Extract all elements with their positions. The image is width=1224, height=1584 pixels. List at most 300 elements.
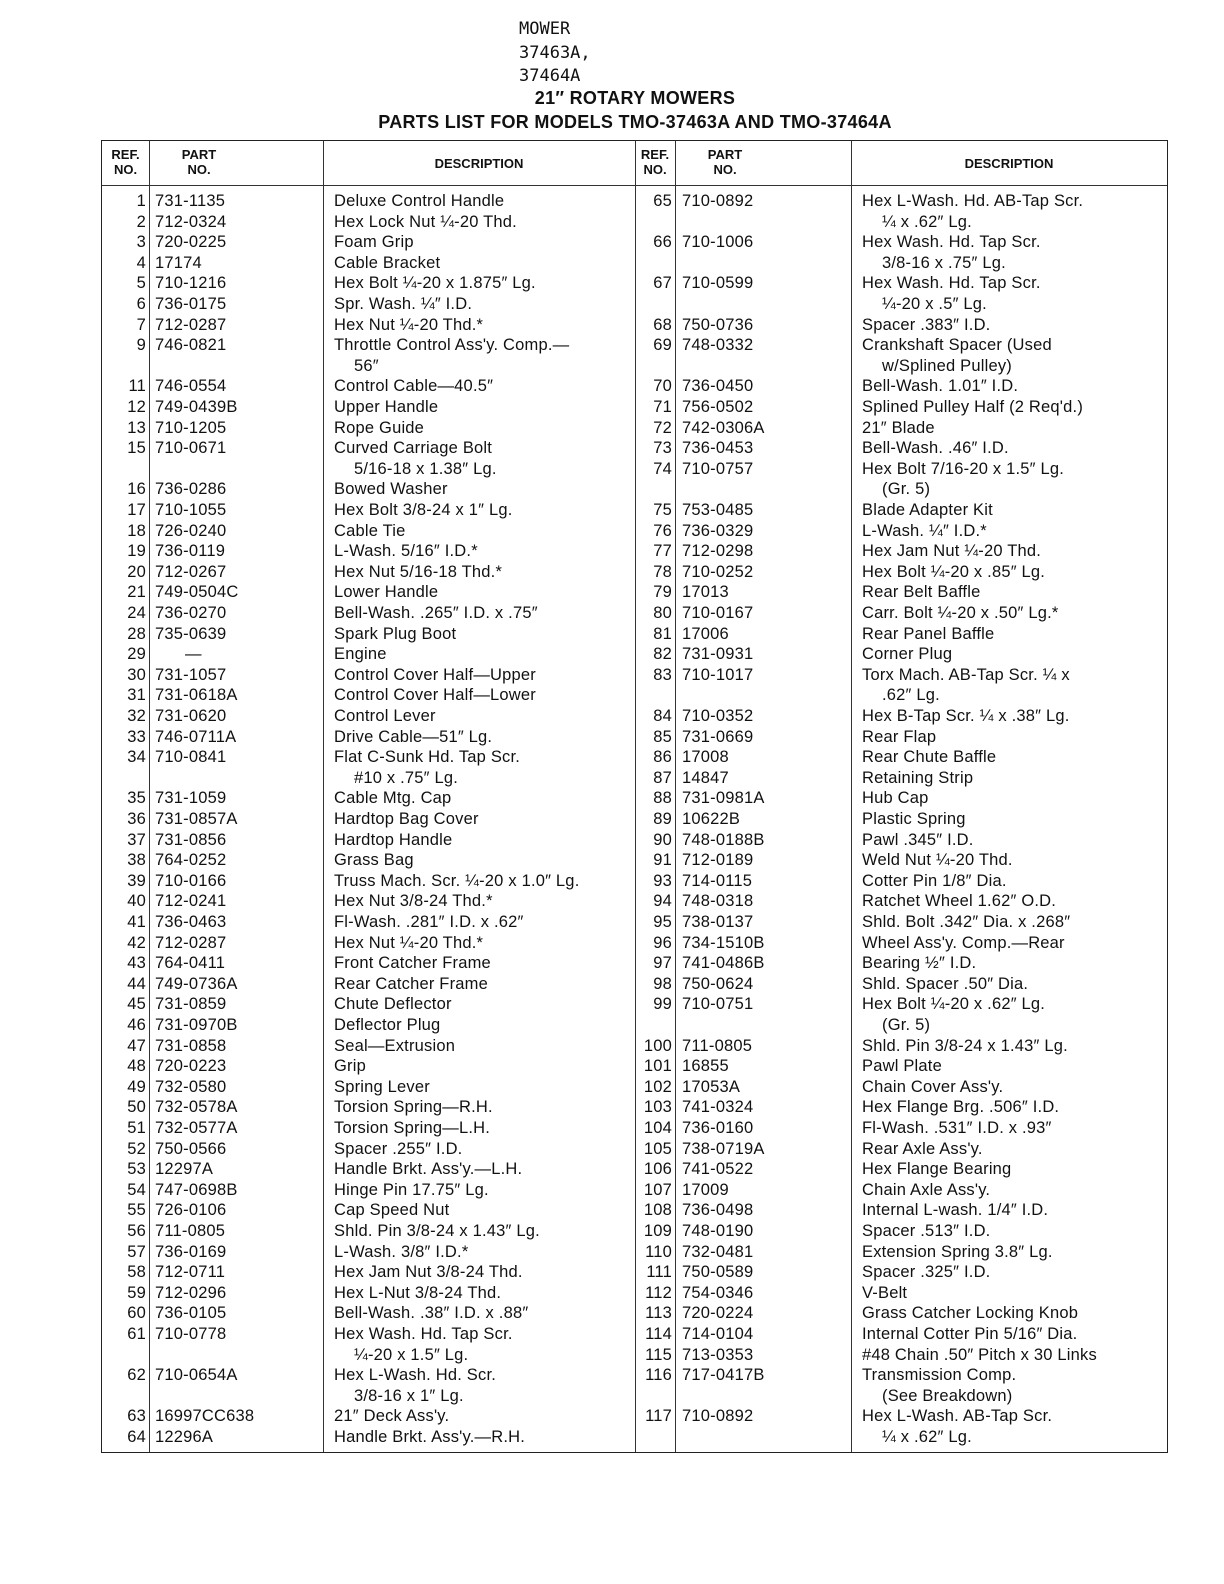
part-description: Cable Bracket bbox=[334, 253, 441, 272]
part-description: L-Wash. 5/16″ I.D.* bbox=[334, 542, 478, 561]
table-row bbox=[102, 582, 1167, 603]
table-row bbox=[102, 1118, 1167, 1139]
part-no: 732-0580 bbox=[155, 1077, 227, 1096]
ref-no: 116 bbox=[645, 1366, 672, 1385]
part-description: Drive Cable—51″ Lg. bbox=[334, 727, 493, 746]
part-description-continued: 56″ bbox=[354, 356, 379, 375]
header-description-right: DESCRIPTION bbox=[964, 156, 1054, 171]
ref-no: 6 bbox=[136, 295, 146, 313]
table-row-continuation bbox=[102, 294, 1167, 315]
ref-no: 56 bbox=[127, 1222, 146, 1240]
part-no: 12297A bbox=[155, 1160, 214, 1179]
ref-no: 59 bbox=[127, 1283, 146, 1302]
table-row bbox=[102, 418, 1167, 439]
table-row bbox=[102, 335, 1167, 356]
ref-no: 39 bbox=[127, 871, 146, 890]
part-no: 712-0241 bbox=[155, 892, 227, 911]
ref-no: 42 bbox=[127, 933, 146, 952]
part-no: 10622B bbox=[682, 810, 741, 828]
part-description: Hex Nut 5/16-18 Thd.* bbox=[334, 562, 503, 581]
part-no: 710-0671 bbox=[155, 439, 227, 458]
part-no: 746-0711A bbox=[155, 727, 237, 746]
part-no: 736-0270 bbox=[155, 604, 227, 622]
part-description: Hex Wash. Hd. Tap Scr. bbox=[862, 274, 1041, 293]
part-no: — bbox=[185, 645, 202, 664]
part-description: Hex Wash. Hd. Tap Scr. bbox=[862, 233, 1041, 252]
part-description: Shld. Pin 3/8-24 x 1.43″ Lg. bbox=[862, 1036, 1068, 1055]
part-description: Truss Mach. Scr. ¼-20 x 1.0″ Lg. bbox=[334, 871, 580, 890]
table-row-continuation bbox=[102, 479, 1167, 500]
part-no: 731-0981A bbox=[682, 789, 765, 808]
ref-no: 15 bbox=[127, 439, 146, 458]
ref-no: 95 bbox=[653, 913, 672, 931]
ref-no: 109 bbox=[643, 1222, 672, 1240]
part-description: Shld. Spacer .50″ Dia. bbox=[862, 974, 1029, 993]
part-no: 710-0892 bbox=[682, 192, 754, 210]
part-no: 746-0554 bbox=[155, 377, 227, 396]
part-description: Pawl .345″ I.D. bbox=[862, 830, 974, 849]
page-subtitle: PARTS LIST FOR MODELS TMO-37463A AND TMO-37464A bbox=[378, 112, 892, 132]
ref-no: 115 bbox=[645, 1345, 672, 1364]
part-description: Spr. Wash. ¼″ I.D. bbox=[334, 295, 473, 313]
table-row bbox=[102, 541, 1167, 562]
table-row bbox=[102, 788, 1167, 809]
part-description: Internal Cotter Pin 5/16″ Dia. bbox=[862, 1325, 1078, 1343]
part-description: Hex Bolt ¼-20 x .62″ Lg. bbox=[862, 995, 1046, 1014]
part-description: Crankshaft Spacer (Used bbox=[862, 336, 1052, 355]
part-no: 746-0821 bbox=[155, 336, 227, 355]
part-description-continued: ¼ x .62″ Lg. bbox=[882, 212, 972, 231]
table-row bbox=[102, 1324, 1167, 1345]
table-row bbox=[102, 850, 1167, 871]
part-description: Rear Axle Ass'y. bbox=[862, 1139, 983, 1158]
ref-no: 40 bbox=[127, 892, 146, 911]
table-row bbox=[102, 706, 1167, 727]
part-description: Spring Lever bbox=[334, 1077, 430, 1096]
table-row bbox=[102, 521, 1167, 542]
part-no: 741-0486B bbox=[682, 954, 765, 973]
ref-no: 61 bbox=[127, 1325, 146, 1343]
part-no: 754-0346 bbox=[682, 1283, 754, 1302]
part-description: Engine bbox=[334, 645, 387, 664]
part-description: Hex Nut ¼-20 Thd.* bbox=[334, 315, 484, 334]
table-row bbox=[102, 1180, 1167, 1201]
ref-no: 16 bbox=[127, 480, 146, 499]
header-line-2: 37463A, bbox=[519, 43, 591, 63]
part-description-continued: (Gr. 5) bbox=[882, 1016, 931, 1034]
part-no: 750-0589 bbox=[682, 1263, 754, 1282]
header-divider bbox=[102, 185, 1167, 186]
ref-no: 54 bbox=[127, 1180, 146, 1199]
ref-no: 80 bbox=[653, 604, 672, 622]
part-description-continued: 3/8-16 x .75″ Lg. bbox=[882, 253, 1006, 272]
ref-no: 111 bbox=[646, 1263, 672, 1282]
part-no: 710-0166 bbox=[155, 871, 227, 890]
part-description: Plastic Spring bbox=[862, 810, 966, 828]
part-description: Hex Bolt ¼-20 x .85″ Lg. bbox=[862, 562, 1046, 581]
part-no: 731-0857A bbox=[155, 810, 238, 828]
part-no: 717-0417B bbox=[682, 1366, 765, 1385]
ref-no: 99 bbox=[653, 995, 672, 1014]
ref-no: 58 bbox=[127, 1263, 146, 1282]
table-row bbox=[102, 232, 1167, 253]
ref-no: 5 bbox=[136, 274, 146, 293]
part-description: Chain Cover Ass'y. bbox=[862, 1077, 1004, 1096]
header-description: DESCRIPTION bbox=[434, 156, 524, 171]
part-no: 736-0175 bbox=[155, 295, 227, 313]
part-description: Wheel Ass'y. Comp.—Rear bbox=[862, 933, 1065, 952]
part-description: Bell-Wash. .46″ I.D. bbox=[862, 439, 1009, 458]
table-row bbox=[102, 974, 1167, 995]
part-description: Fl-Wash. .281″ I.D. x .62″ bbox=[334, 913, 524, 931]
part-description: Control Cover Half—Upper bbox=[334, 665, 536, 684]
table-row bbox=[102, 809, 1167, 830]
part-no: 710-1017 bbox=[682, 665, 754, 684]
part-description-continued: ¼-20 x .5″ Lg. bbox=[882, 295, 987, 313]
ref-no: 105 bbox=[643, 1139, 672, 1158]
part-description: 21″ Blade bbox=[862, 418, 935, 437]
part-no: 710-0892 bbox=[682, 1407, 754, 1426]
part-no: 712-0287 bbox=[155, 933, 227, 952]
part-no: 736-0286 bbox=[155, 480, 227, 499]
ref-no: 91 bbox=[653, 851, 672, 870]
part-description: Bell-Wash. .265″ I.D. x .75″ bbox=[334, 604, 538, 622]
ref-no: 17 bbox=[127, 501, 146, 519]
table-row-continuation bbox=[102, 1427, 1167, 1448]
part-no: 736-0453 bbox=[682, 439, 754, 458]
part-description: Hex Jam Nut 3/8-24 Thd. bbox=[334, 1263, 523, 1282]
ref-no: 106 bbox=[643, 1160, 672, 1179]
ref-no: 36 bbox=[127, 810, 146, 828]
part-no: 749-0504C bbox=[155, 583, 239, 602]
part-description: Rear Catcher Frame bbox=[334, 974, 488, 993]
part-description: Hex L-Wash. Hd. AB-Tap Scr. bbox=[862, 192, 1084, 210]
table-row-continuation bbox=[102, 212, 1167, 233]
ref-no: 83 bbox=[653, 665, 672, 684]
header-part-no-right: PART NO. bbox=[707, 147, 743, 177]
part-description: Corner Plug bbox=[862, 645, 953, 664]
part-no: 710-0352 bbox=[682, 707, 754, 725]
part-no: 712-0324 bbox=[155, 212, 227, 231]
part-no: 731-0618A bbox=[155, 686, 238, 705]
part-no: 14847 bbox=[682, 768, 729, 787]
table-row bbox=[102, 397, 1167, 418]
part-description: Bell-Wash. 1.01″ I.D. bbox=[862, 377, 1019, 396]
part-description: Hex Bolt 7/16-20 x 1.5″ Lg. bbox=[862, 459, 1065, 478]
part-no: 750-0624 bbox=[682, 974, 754, 993]
part-no: 720-0223 bbox=[155, 1057, 227, 1076]
part-no: 17006 bbox=[682, 624, 729, 643]
ref-no: 62 bbox=[127, 1366, 146, 1385]
part-description-continued: (Gr. 5) bbox=[882, 480, 931, 499]
ref-no: 50 bbox=[127, 1098, 146, 1117]
part-description: Carr. Bolt ¼-20 x .50″ Lg.* bbox=[862, 604, 1059, 622]
part-no: 711-0805 bbox=[155, 1222, 226, 1240]
part-no: 712-0298 bbox=[682, 542, 754, 561]
ref-no: 98 bbox=[653, 974, 672, 993]
part-description: 21″ Deck Ass'y. bbox=[334, 1407, 450, 1426]
table-row-continuation bbox=[102, 1386, 1167, 1407]
table-row bbox=[102, 1283, 1167, 1304]
ref-no: 34 bbox=[127, 748, 146, 767]
ref-no: 53 bbox=[127, 1160, 146, 1179]
part-no: 731-0859 bbox=[155, 995, 227, 1014]
header-ref-no-right: REF. NO. bbox=[640, 147, 670, 177]
ref-no: 67 bbox=[653, 274, 672, 293]
part-no: 753-0485 bbox=[682, 501, 754, 519]
part-description: Hex L-Wash. AB-Tap Scr. bbox=[862, 1407, 1053, 1426]
part-no: 731-0620 bbox=[155, 707, 227, 725]
part-description: Lower Handle bbox=[334, 583, 439, 602]
table-row bbox=[102, 1159, 1167, 1180]
part-no: 710-0167 bbox=[682, 604, 754, 622]
ref-no: 24 bbox=[127, 604, 146, 622]
table-row bbox=[102, 376, 1167, 397]
part-description: Transmission Comp. bbox=[862, 1366, 1017, 1385]
part-no: 726-0240 bbox=[155, 521, 227, 540]
part-no: 731-1059 bbox=[155, 789, 227, 808]
part-no: 726-0106 bbox=[155, 1201, 227, 1220]
part-no: 736-0105 bbox=[155, 1304, 227, 1323]
ref-no: 96 bbox=[653, 933, 672, 952]
part-no: 748-0188B bbox=[682, 830, 765, 849]
part-description: Deflector Plug bbox=[334, 1016, 441, 1034]
part-no: 735-0639 bbox=[155, 624, 227, 643]
table-row bbox=[102, 459, 1167, 480]
ref-no: 79 bbox=[653, 583, 672, 602]
part-no: 710-1055 bbox=[155, 501, 227, 519]
part-description: Curved Carriage Bolt bbox=[334, 439, 493, 458]
table-row bbox=[102, 891, 1167, 912]
part-no: 736-0498 bbox=[682, 1201, 754, 1220]
part-no: 736-0119 bbox=[155, 542, 226, 561]
ref-no: 9 bbox=[136, 336, 146, 355]
part-description: Hex Nut 3/8-24 Thd.* bbox=[334, 892, 493, 911]
part-description: Deluxe Control Handle bbox=[334, 192, 505, 210]
ref-no: 4 bbox=[136, 253, 146, 272]
ref-no: 12 bbox=[127, 398, 146, 416]
ref-no: 104 bbox=[643, 1119, 672, 1137]
part-no: 748-0332 bbox=[682, 336, 754, 355]
ref-no: 32 bbox=[127, 707, 146, 725]
part-no: 17008 bbox=[682, 748, 729, 767]
part-description-continued: #10 x .75″ Lg. bbox=[354, 768, 459, 787]
part-no: 12296A bbox=[155, 1428, 214, 1446]
part-no: 732-0481 bbox=[682, 1242, 754, 1261]
part-description: Cap Speed Nut bbox=[334, 1201, 450, 1220]
part-description: Rear Belt Baffle bbox=[862, 583, 981, 602]
table-row bbox=[102, 273, 1167, 294]
ref-no: 68 bbox=[653, 315, 672, 334]
part-no: 712-0189 bbox=[682, 851, 754, 870]
part-description: Shld. Bolt .342″ Dia. x .268″ bbox=[862, 913, 1071, 931]
ref-no: 65 bbox=[653, 192, 672, 210]
part-description: Spark Plug Boot bbox=[334, 624, 457, 643]
ref-no: 85 bbox=[653, 727, 672, 746]
part-description: Rope Guide bbox=[334, 418, 425, 437]
ref-no: 48 bbox=[127, 1057, 146, 1076]
part-description: Spacer .325″ I.D. bbox=[862, 1263, 991, 1282]
ref-no: 112 bbox=[645, 1283, 672, 1302]
part-no: 756-0502 bbox=[682, 398, 754, 416]
table-row bbox=[102, 1406, 1167, 1427]
part-no: 731-0669 bbox=[682, 727, 754, 746]
ref-no: 7 bbox=[136, 315, 146, 334]
part-description: Pawl Plate bbox=[862, 1057, 942, 1076]
part-description: Handle Brkt. Ass'y.—L.H. bbox=[334, 1160, 523, 1179]
part-description: Hex L-Nut 3/8-24 Thd. bbox=[334, 1283, 502, 1302]
ref-no: 69 bbox=[653, 336, 672, 355]
table-row bbox=[102, 1365, 1167, 1386]
table-row-continuation bbox=[102, 356, 1167, 377]
part-description: L-Wash. ¼″ I.D.* bbox=[862, 521, 987, 540]
ref-no: 101 bbox=[643, 1057, 672, 1076]
ref-no: 117 bbox=[645, 1407, 672, 1426]
part-no: 736-0463 bbox=[155, 913, 227, 931]
table-row bbox=[102, 1345, 1167, 1366]
part-description: Rear Chute Baffle bbox=[862, 748, 997, 767]
table-row bbox=[102, 912, 1167, 933]
part-description: Fl-Wash. .531″ I.D. x .93″ bbox=[862, 1119, 1052, 1137]
part-description: Weld Nut ¼-20 Thd. bbox=[862, 851, 1013, 870]
part-no: 747-0698B bbox=[155, 1180, 238, 1199]
part-description: Grass Bag bbox=[334, 851, 414, 870]
part-description: Shld. Pin 3/8-24 x 1.43″ Lg. bbox=[334, 1222, 540, 1240]
ref-no: 45 bbox=[127, 995, 146, 1014]
ref-no: 76 bbox=[653, 521, 672, 540]
part-no: 732-0578A bbox=[155, 1098, 238, 1117]
ref-no: 102 bbox=[643, 1077, 672, 1096]
part-description: Splined Pulley Half (2 Req'd.) bbox=[862, 398, 1084, 416]
ref-no: 60 bbox=[127, 1304, 146, 1323]
part-description: Cable Tie bbox=[334, 521, 406, 540]
ref-no: 47 bbox=[127, 1036, 146, 1055]
table-row bbox=[102, 1242, 1167, 1263]
ref-no: 113 bbox=[645, 1304, 672, 1323]
ref-no: 66 bbox=[653, 233, 672, 252]
part-description: Torsion Spring—L.H. bbox=[334, 1119, 491, 1137]
part-no: 748-0190 bbox=[682, 1222, 754, 1240]
part-description-continued: ¼-20 x 1.5″ Lg. bbox=[354, 1345, 469, 1364]
ref-no: 46 bbox=[127, 1016, 146, 1034]
part-description: Hex Flange Brg. .506″ I.D. bbox=[862, 1098, 1060, 1117]
table-row bbox=[102, 871, 1167, 892]
header-line-1: MOWER bbox=[519, 19, 571, 39]
part-description: Hardtop Bag Cover bbox=[334, 810, 479, 828]
part-no: 712-0267 bbox=[155, 562, 227, 581]
ref-no: 73 bbox=[653, 439, 672, 458]
ref-no: 18 bbox=[127, 521, 146, 540]
ref-no: 29 bbox=[127, 645, 146, 664]
ref-no: 51 bbox=[127, 1119, 146, 1137]
part-no: 710-0599 bbox=[682, 274, 754, 293]
ref-no: 77 bbox=[653, 542, 672, 561]
ref-no: 41 bbox=[127, 913, 146, 931]
part-description: Hinge Pin 17.75″ Lg. bbox=[334, 1180, 489, 1199]
part-no: 736-0329 bbox=[682, 521, 754, 540]
ref-no: 43 bbox=[127, 954, 146, 973]
ref-no: 52 bbox=[127, 1139, 146, 1158]
table-row bbox=[102, 768, 1167, 789]
ref-no: 114 bbox=[645, 1325, 672, 1343]
part-description: L-Wash. 3/8″ I.D.* bbox=[334, 1242, 469, 1261]
part-no: 749-0736A bbox=[155, 974, 238, 993]
table-row bbox=[102, 1139, 1167, 1160]
part-description: Rear Panel Baffle bbox=[862, 624, 995, 643]
table-row bbox=[102, 665, 1167, 686]
part-description: Bowed Washer bbox=[334, 480, 448, 499]
ref-no: 72 bbox=[653, 418, 672, 437]
ref-no: 93 bbox=[653, 871, 672, 890]
ref-no: 49 bbox=[127, 1077, 146, 1096]
ref-no: 108 bbox=[643, 1201, 672, 1220]
part-description: Spacer .255″ I.D. bbox=[334, 1139, 463, 1158]
header-ref-no: REF. NO. bbox=[111, 147, 140, 177]
table-row bbox=[102, 1262, 1167, 1283]
table-row bbox=[102, 1221, 1167, 1242]
table-row bbox=[102, 562, 1167, 583]
part-description-continued: 5/16-18 x 1.38″ Lg. bbox=[354, 459, 497, 478]
part-no: 713-0353 bbox=[682, 1345, 754, 1364]
part-no: 17174 bbox=[155, 253, 202, 272]
part-description: Hex Jam Nut ¼-20 Thd. bbox=[862, 542, 1042, 561]
ref-no: 88 bbox=[653, 789, 672, 808]
part-no: 710-0252 bbox=[682, 562, 754, 581]
ref-no: 89 bbox=[653, 810, 672, 828]
part-description: Control Lever bbox=[334, 707, 436, 725]
part-no: 711-0805 bbox=[682, 1036, 753, 1055]
part-no: 736-0160 bbox=[682, 1119, 754, 1137]
ref-no: 74 bbox=[653, 459, 672, 478]
part-description: Retaining Strip bbox=[862, 768, 974, 787]
ref-no: 33 bbox=[127, 727, 146, 746]
header-part-no: PART NO. bbox=[181, 147, 217, 177]
part-no: 714-0115 bbox=[682, 871, 753, 890]
table-row bbox=[102, 1077, 1167, 1098]
table-row bbox=[102, 953, 1167, 974]
part-no: 710-1006 bbox=[682, 233, 754, 252]
ref-no: 13 bbox=[127, 418, 146, 437]
part-no: 738-0137 bbox=[682, 913, 754, 931]
part-description: Foam Grip bbox=[334, 233, 414, 252]
ref-no: 30 bbox=[127, 665, 146, 684]
part-description-continued: w/Splined Pulley) bbox=[882, 356, 1012, 375]
part-no: 764-0411 bbox=[155, 954, 226, 973]
part-description: Control Cable—40.5″ bbox=[334, 377, 494, 396]
table-row bbox=[102, 994, 1167, 1015]
ref-no: 31 bbox=[127, 686, 146, 705]
table-row bbox=[102, 603, 1167, 624]
ref-no: 90 bbox=[653, 830, 672, 849]
part-description-continued: (See Breakdown) bbox=[882, 1386, 1013, 1405]
table-row bbox=[102, 933, 1167, 954]
part-description: Cotter Pin 1/8″ Dia. bbox=[862, 871, 1007, 890]
table-row bbox=[102, 500, 1167, 521]
ref-no: 21 bbox=[127, 583, 146, 602]
ref-no: 19 bbox=[127, 542, 146, 561]
part-description: Seal—Extrusion bbox=[334, 1036, 456, 1055]
ref-no: 103 bbox=[643, 1098, 672, 1117]
part-description: Hub Cap bbox=[862, 789, 929, 808]
part-description-continued: .62″ Lg. bbox=[882, 686, 940, 705]
part-no: 710-0757 bbox=[682, 459, 754, 478]
table-row bbox=[102, 438, 1167, 459]
part-no: 738-0719A bbox=[682, 1139, 765, 1158]
table-row-continuation bbox=[102, 685, 1167, 706]
part-no: 731-0931 bbox=[682, 645, 754, 664]
ref-no: 71 bbox=[653, 398, 672, 416]
ref-no: 11 bbox=[128, 377, 146, 396]
